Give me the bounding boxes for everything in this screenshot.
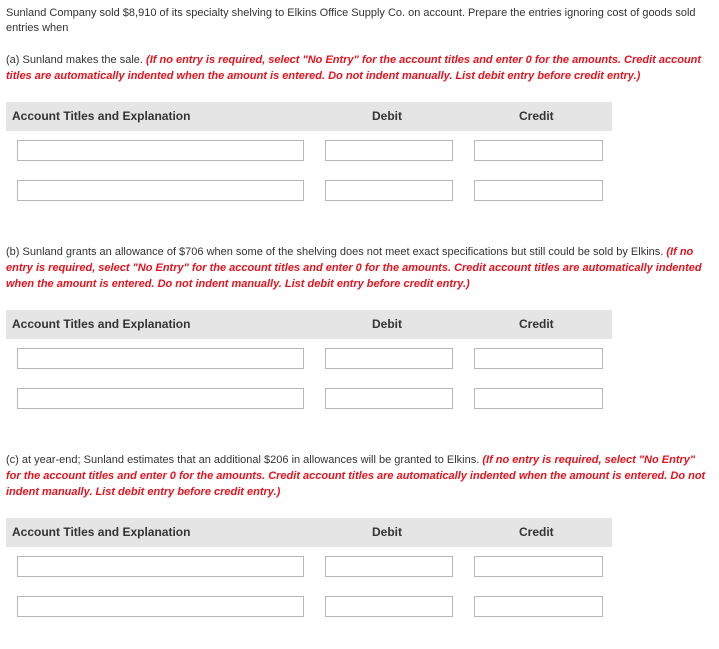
debit-header: Debit xyxy=(372,109,402,123)
credit-header: Credit xyxy=(519,525,554,539)
debit-header: Debit xyxy=(372,317,402,331)
account-titles-header: Account Titles and Explanation xyxy=(12,525,191,539)
part-b-row-1-credit-input[interactable] xyxy=(475,350,602,369)
part-b-text xyxy=(6,244,710,292)
part-a-row-1-debit-input[interactable] xyxy=(326,142,452,161)
part-a-row-2-account-input[interactable] xyxy=(18,182,303,201)
part-b-row-1-account-input[interactable] xyxy=(18,350,303,369)
part-c-row-1-credit-input[interactable] xyxy=(475,558,602,577)
part-c-row-2-debit-input[interactable] xyxy=(326,598,452,617)
part-b-table-header xyxy=(6,310,612,339)
part-c-prompt: (c) at year-end; Sunland estimates that an additional $206 in allowances will be granted to Elkins. xyxy=(6,454,480,466)
part-b-row-2-credit-field[interactable] xyxy=(474,388,603,409)
part-b-row-2-debit-field[interactable] xyxy=(325,388,453,409)
part-c-table-header xyxy=(6,518,612,547)
part-c-row-2-credit-input[interactable] xyxy=(475,598,602,617)
part-c-text xyxy=(6,452,710,500)
part-b-instruction: (If no entry is required, select "No Entry" for the account titles and enter 0 for the amounts. Credit account titles are automatically indented when the amount is entered. Do not indent manually. List debit entry before credit entry.) xyxy=(6,246,702,290)
part-a-row-2-credit-field[interactable] xyxy=(474,180,603,201)
part-a-prompt: (a) Sunland makes the sale. xyxy=(6,54,143,66)
credit-header: Credit xyxy=(519,109,554,123)
part-a-text xyxy=(6,52,710,84)
part-b-prompt: (b) Sunland grants an allowance of $706 when some of the shelving does not meet exact specifications but still could be sold by Elkins. xyxy=(6,246,664,258)
part-a-row-1-account-input[interactable] xyxy=(18,142,303,161)
part-c-row-1-debit-input[interactable] xyxy=(326,558,452,577)
debit-header: Debit xyxy=(372,525,402,539)
part-c-row-2-debit-field[interactable] xyxy=(325,596,453,617)
part-a-row-2-account-field[interactable] xyxy=(17,180,304,201)
account-titles-header: Account Titles and Explanation xyxy=(12,109,191,123)
account-titles-header: Account Titles and Explanation xyxy=(12,317,191,331)
part-a-row-1-credit-input[interactable] xyxy=(475,142,602,161)
part-a-row-2-debit-field[interactable] xyxy=(325,180,453,201)
part-a-row-1-credit-field[interactable] xyxy=(474,140,603,161)
problem-intro: Sunland Company sold $8,910 of its specialty shelving to Elkins Office Supply Co. on account. Prepare the entries ignoring cost of goods sold entries when xyxy=(6,7,696,34)
credit-header: Credit xyxy=(519,317,554,331)
part-c-row-1-account-input[interactable] xyxy=(18,558,303,577)
part-b-row-1-debit-field[interactable] xyxy=(325,348,453,369)
part-b-row-2-credit-input[interactable] xyxy=(475,390,602,409)
part-b-row-2-account-field[interactable] xyxy=(17,388,304,409)
part-b-row-2-debit-input[interactable] xyxy=(326,390,452,409)
part-a-instruction: (If no entry is required, select "No Entry" for the account titles and enter 0 for the amounts. Credit account titles are automatically indented when the amount is entered. Do not indent manually. List debit entry before credit entry.) xyxy=(6,54,702,82)
part-a-row-1-account-field[interactable] xyxy=(17,140,304,161)
part-a-row-2-credit-input[interactable] xyxy=(475,182,602,201)
part-c-instruction: (If no entry is required, select "No Entry" for the account titles and enter 0 for the amounts. Credit account titles are automatically indented when the amount is entered. Do not indent manually. List debit entry before credit entry.) xyxy=(6,454,706,498)
part-c-row-2-account-field[interactable] xyxy=(17,596,304,617)
part-b-row-2-account-input[interactable] xyxy=(18,390,303,409)
part-b-row-1-account-field[interactable] xyxy=(17,348,304,369)
part-b-row-1-credit-field[interactable] xyxy=(474,348,603,369)
part-a-row-2-debit-input[interactable] xyxy=(326,182,452,201)
part-b-row-1-debit-input[interactable] xyxy=(326,350,452,369)
part-c-row-1-debit-field[interactable] xyxy=(325,556,453,577)
part-c-row-1-credit-field[interactable] xyxy=(474,556,603,577)
part-c-row-1-account-field[interactable] xyxy=(17,556,304,577)
part-a-row-1-debit-field[interactable] xyxy=(325,140,453,161)
part-c-row-2-account-input[interactable] xyxy=(18,598,303,617)
part-c-row-2-credit-field[interactable] xyxy=(474,596,603,617)
part-a-table-header xyxy=(6,102,612,131)
